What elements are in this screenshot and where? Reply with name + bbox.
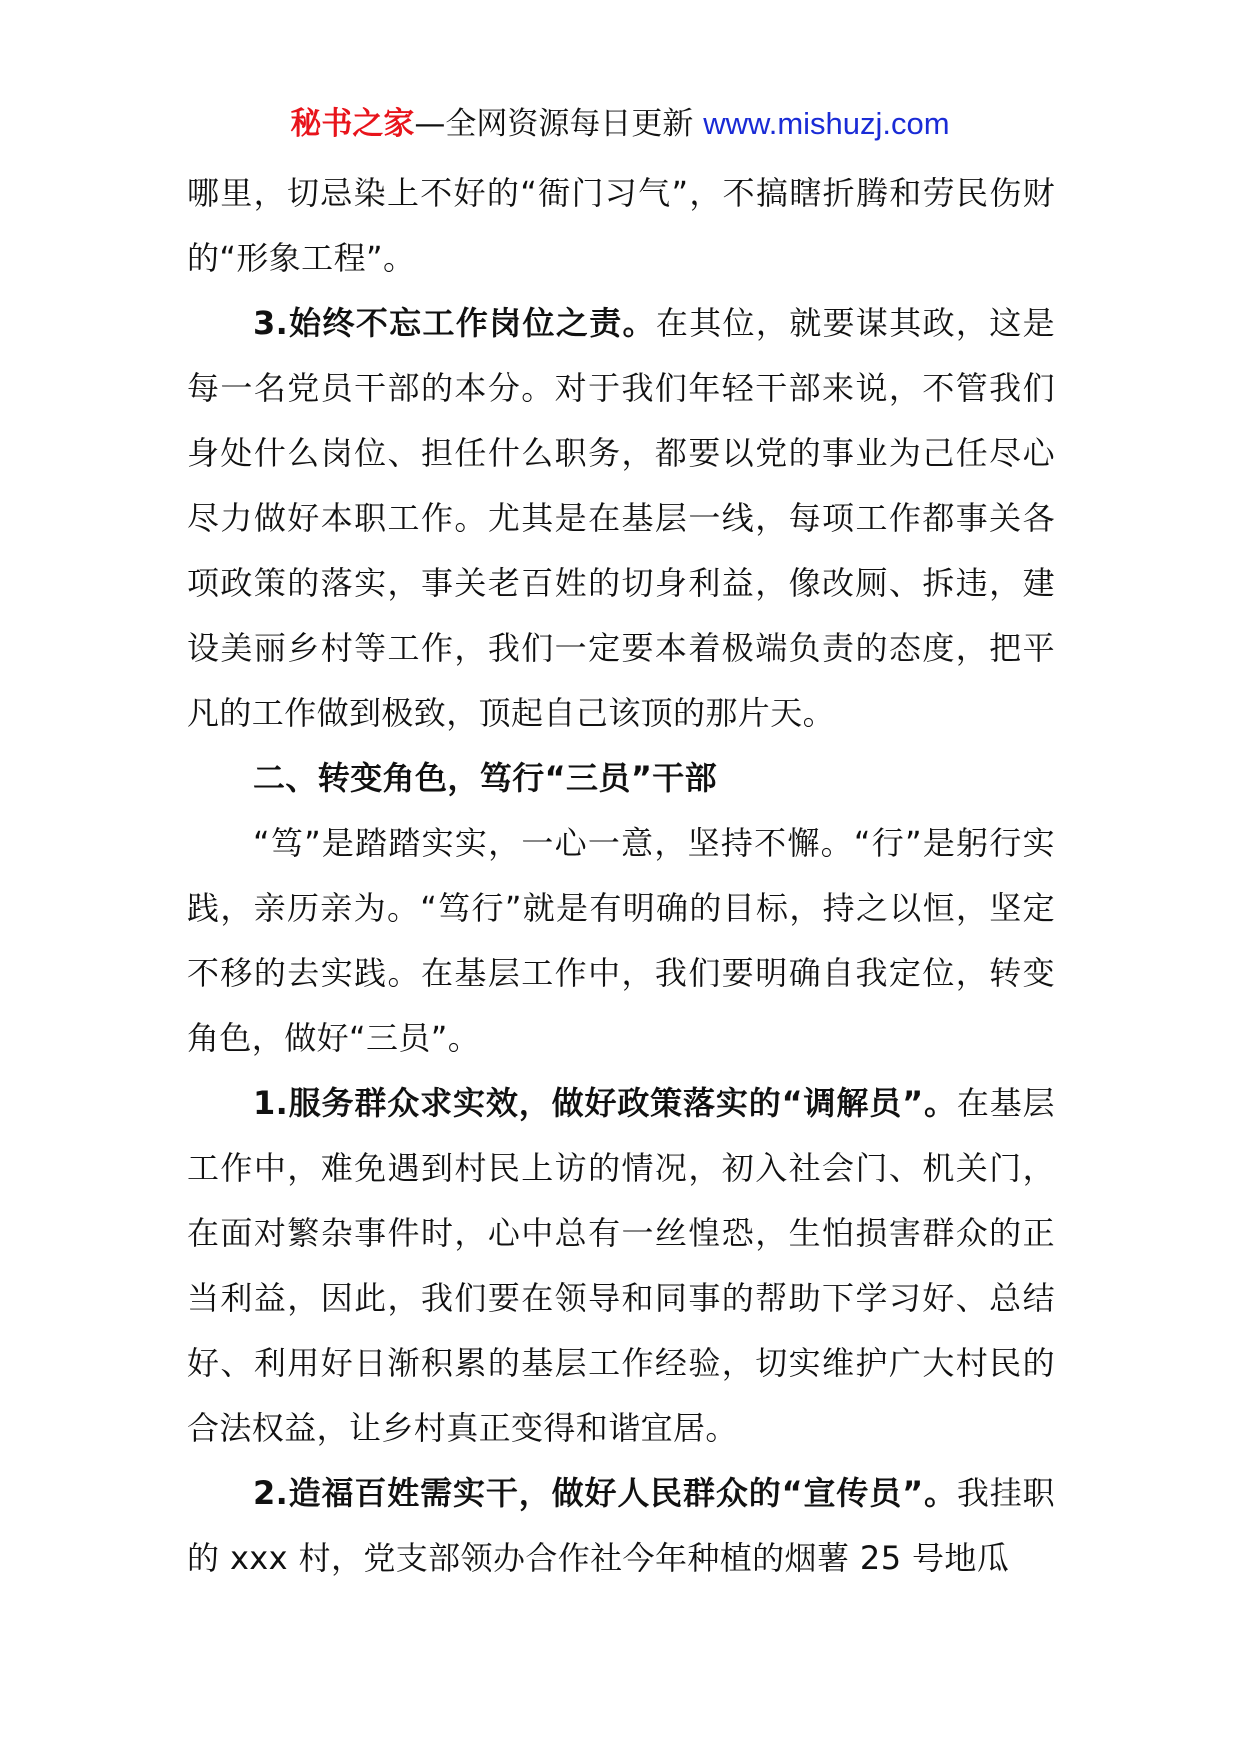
paragraph-duty-text: 在其位，就要谋其政，这是每一名党员干部的本分。对于我们年轻干部来说，不管我们身处什么岗位、担任什么职务，都要以党的事业为己任尽心尽力做好本职工作。尤其是在基层一线，每项工作都事关各项政策的落实，事关老百姓的切身利益，像改厕、拆违，建设美丽乡村等工作，我们一定要本着极端负责的态度，把平凡的工作做到极致，顶起自己该顶的那片天。 (187, 304, 1055, 732)
paragraph-mediator (187, 1071, 1055, 1461)
subheading-propagandist: 2.造福百姓需实干，做好人民群众的“宣传员”。 (253, 1474, 957, 1512)
subheading-mediator: 1.服务群众求实效，做好政策落实的“调解员”。 (253, 1084, 957, 1122)
paragraph-duty (187, 291, 1055, 746)
paragraph-duxing: “笃”是踏踏实实，一心一意，坚持不懈。“行”是躬行实践，亲历亲为。“笃行”就是有明确的目标，持之以恒，坚定不移的去实践。在基层工作中，我们要明确自我定位，转变角色，做好“三员”。 (187, 824, 1055, 1057)
paragraph-mediator-text: 在基层工作中，难免遇到村民上访的情况，初入社会门、机关门，在面对繁杂事件时，心中总有一丝惶恐，生怕损害群众的正当利益，因此，我们要在领导和同事的帮助下学习好、总结好、利用好日渐积累的基层工作经验，切实维护广大村民的合法权益，让乡村真正变得和谐宜居。 (187, 1084, 1056, 1447)
paragraph-propagandist (187, 1461, 1055, 1591)
subheading-duty: 3.始终不忘工作岗位之责。 (253, 304, 656, 342)
banner-slogan: —全网资源每日更新 (414, 106, 694, 142)
brand-name: 秘书之家 (290, 106, 415, 142)
site-banner (0, 100, 1240, 148)
document-body (187, 161, 1055, 1591)
paragraph-continued: 哪里，切忌染上不好的“衙门习气”，不搞瞎折腾和劳民伤财的“形象工程”。 (187, 174, 1055, 277)
paragraph-propagandist-text: 我挂职的 xxx 村，党支部领办合作社今年种植的烟薯 25 号地瓜 (187, 1474, 1056, 1577)
site-url-link[interactable]: www.mishuzj.com (703, 106, 950, 141)
section-heading-two: 二、转变角色，笃行“三员”干部 (253, 759, 718, 797)
